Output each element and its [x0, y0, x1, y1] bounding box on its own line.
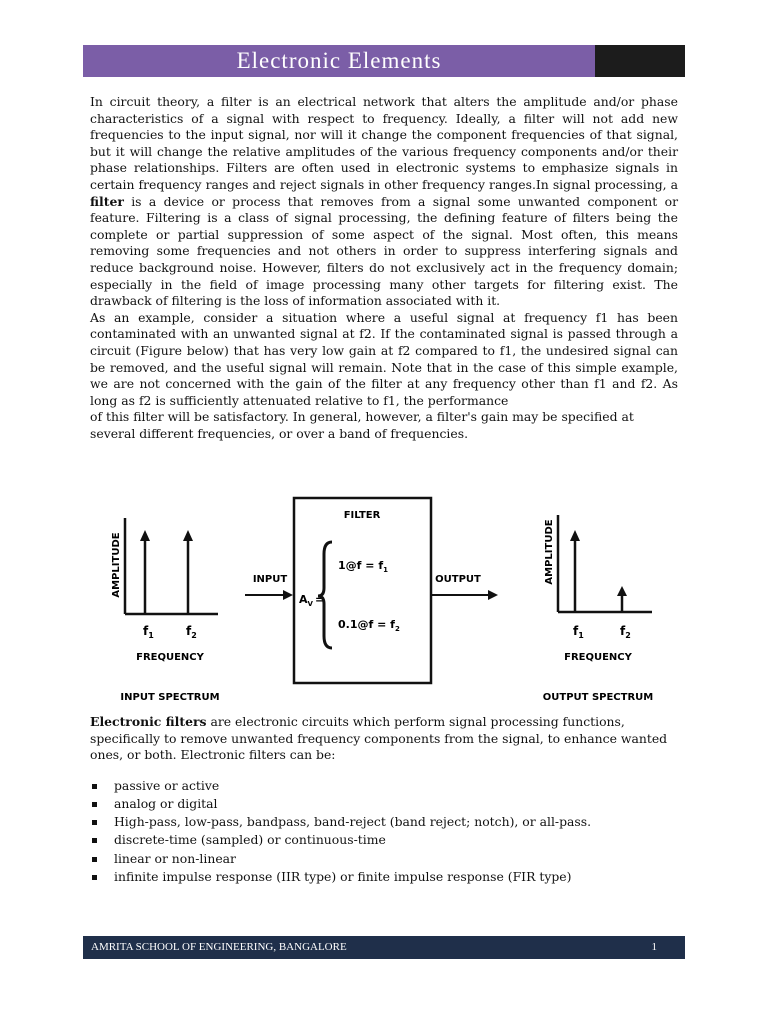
output-label: OUTPUT: [435, 574, 481, 585]
list-item: discrete-time (sampled) or continuous-time: [90, 832, 678, 850]
filter-box: [294, 498, 431, 683]
output-frequency-label: FREQUENCY: [564, 652, 632, 663]
electronic-filters-intro: [90, 714, 678, 764]
output-spectrum-label: OUTPUT SPECTRUM: [542, 692, 654, 703]
electronic-filters-section: [90, 714, 678, 887]
input-spectrum-label: INPUT SPECTRUM: [120, 692, 220, 703]
list-item: analog or digital: [90, 796, 678, 814]
filter-diagram: [90, 490, 678, 710]
page-title: Electronic Elements: [236, 48, 442, 73]
input-arrowhead: [283, 590, 293, 600]
page-number: 1: [651, 941, 657, 953]
school-name: AMRITA SCHOOL OF ENGINEERING, BANGALORE: [91, 941, 347, 953]
paragraph-2: As an example, consider a situation where a useful signal at frequency f1 has been contaminated with an unwanted signal at f2. If the contaminated signal is passed through a circuit (Figure below) that has very low gain at f2 compared to f1, the undesired signal can be removed, and the useful signal will remain. Note that in the case of this simple example, we are not concerned with the gain of the filter at any frequency other than f1 and f2. As long as f2 is sufficiently attenuated relative to f1, the performance: [90, 309, 678, 408]
footer-bar: [83, 936, 685, 959]
paragraph-1-part-a: In circuit theory, a filter is an electrical network that alters the amplitude and/or phase characteristics of a signal with respect to frequency. Ideally, a filter will not add new frequencies to the input signal, nor will it change the component frequencies of that signal, but it will change the relative amplitudes of the various frequency components and/or their phase relationships. Filters are often used in electronic systems to emphasize signals in certain frequency ranges and reject signals in other frequency ranges.In signal processing, a: [90, 94, 678, 192]
output-f1-label: $f_1$: [573, 624, 584, 640]
gain-condition-2: 0.1@f = $f_2$: [338, 618, 400, 633]
output-spectrum-graph: [543, 515, 654, 703]
list-item: High-pass, low-pass, bandpass, band-reject (band reject; notch), or all-pass.: [90, 814, 678, 832]
gain-symbol: $A_V$ =: [299, 593, 325, 608]
list-item: linear or non-linear: [90, 851, 678, 869]
electronic-filters-description: are electronic circuits which perform signal processing functions, specifically to remove unwanted frequency components from the signal, to enhance wanted ones, or both. Electronic filters can be:: [90, 714, 668, 763]
output-arrowhead: [488, 590, 498, 600]
input-frequency-label: FREQUENCY: [136, 652, 204, 663]
paragraph-1: [90, 94, 678, 310]
input-f1-arrowhead: [140, 530, 150, 541]
filter-types-list: [90, 778, 678, 887]
header-bar: [83, 45, 685, 77]
input-f2-arrowhead: [183, 530, 193, 541]
input-f1-label: $f_1$: [143, 624, 154, 640]
header-dark-block: [595, 45, 685, 77]
paragraph-1-part-b: is a device or process that removes from a signal some unwanted component or feature. Filtering is a class of signal processing, the defining feature of filters being the complete or partial suppression of some aspect of the signal. Most often, this means removing some frequencies and not others in order to suppress interfering signals and reduce background noise. However, filters do not exclusively act in the frequency domain; especially in the field of image processing many other targets for filtering exist. The drawback of filtering is the loss of information associated with it.: [90, 193, 678, 309]
filter-figure: [90, 490, 678, 710]
gain-condition-1: 1@f = $f_1$: [338, 559, 388, 574]
output-f2-label: $f_2$: [620, 624, 631, 640]
input-amplitude-label: AMPLITUDE: [111, 532, 122, 598]
input-f2-label: $f_2$: [186, 624, 197, 640]
output-f1-arrowhead: [570, 530, 580, 541]
paragraph-3: of this filter will be satisfactory. In general, however, a filter's gain may be specified at several different frequencies, or over a band of frequencies.: [90, 409, 634, 441]
filter-label: FILTER: [343, 510, 381, 521]
input-spectrum-graph: [111, 518, 220, 703]
gain-brace: [318, 542, 332, 648]
main-text: [90, 94, 678, 442]
output-amplitude-label: AMPLITUDE: [544, 519, 555, 585]
input-label: INPUT: [252, 574, 288, 585]
filter-term: filter: [90, 193, 124, 209]
list-item: infinite impulse response (IIR type) or finite impulse response (FIR type): [90, 869, 678, 887]
electronic-filters-term: Electronic filters: [90, 714, 207, 729]
output-f2-arrowhead: [617, 586, 627, 596]
list-item: passive or active: [90, 778, 678, 796]
